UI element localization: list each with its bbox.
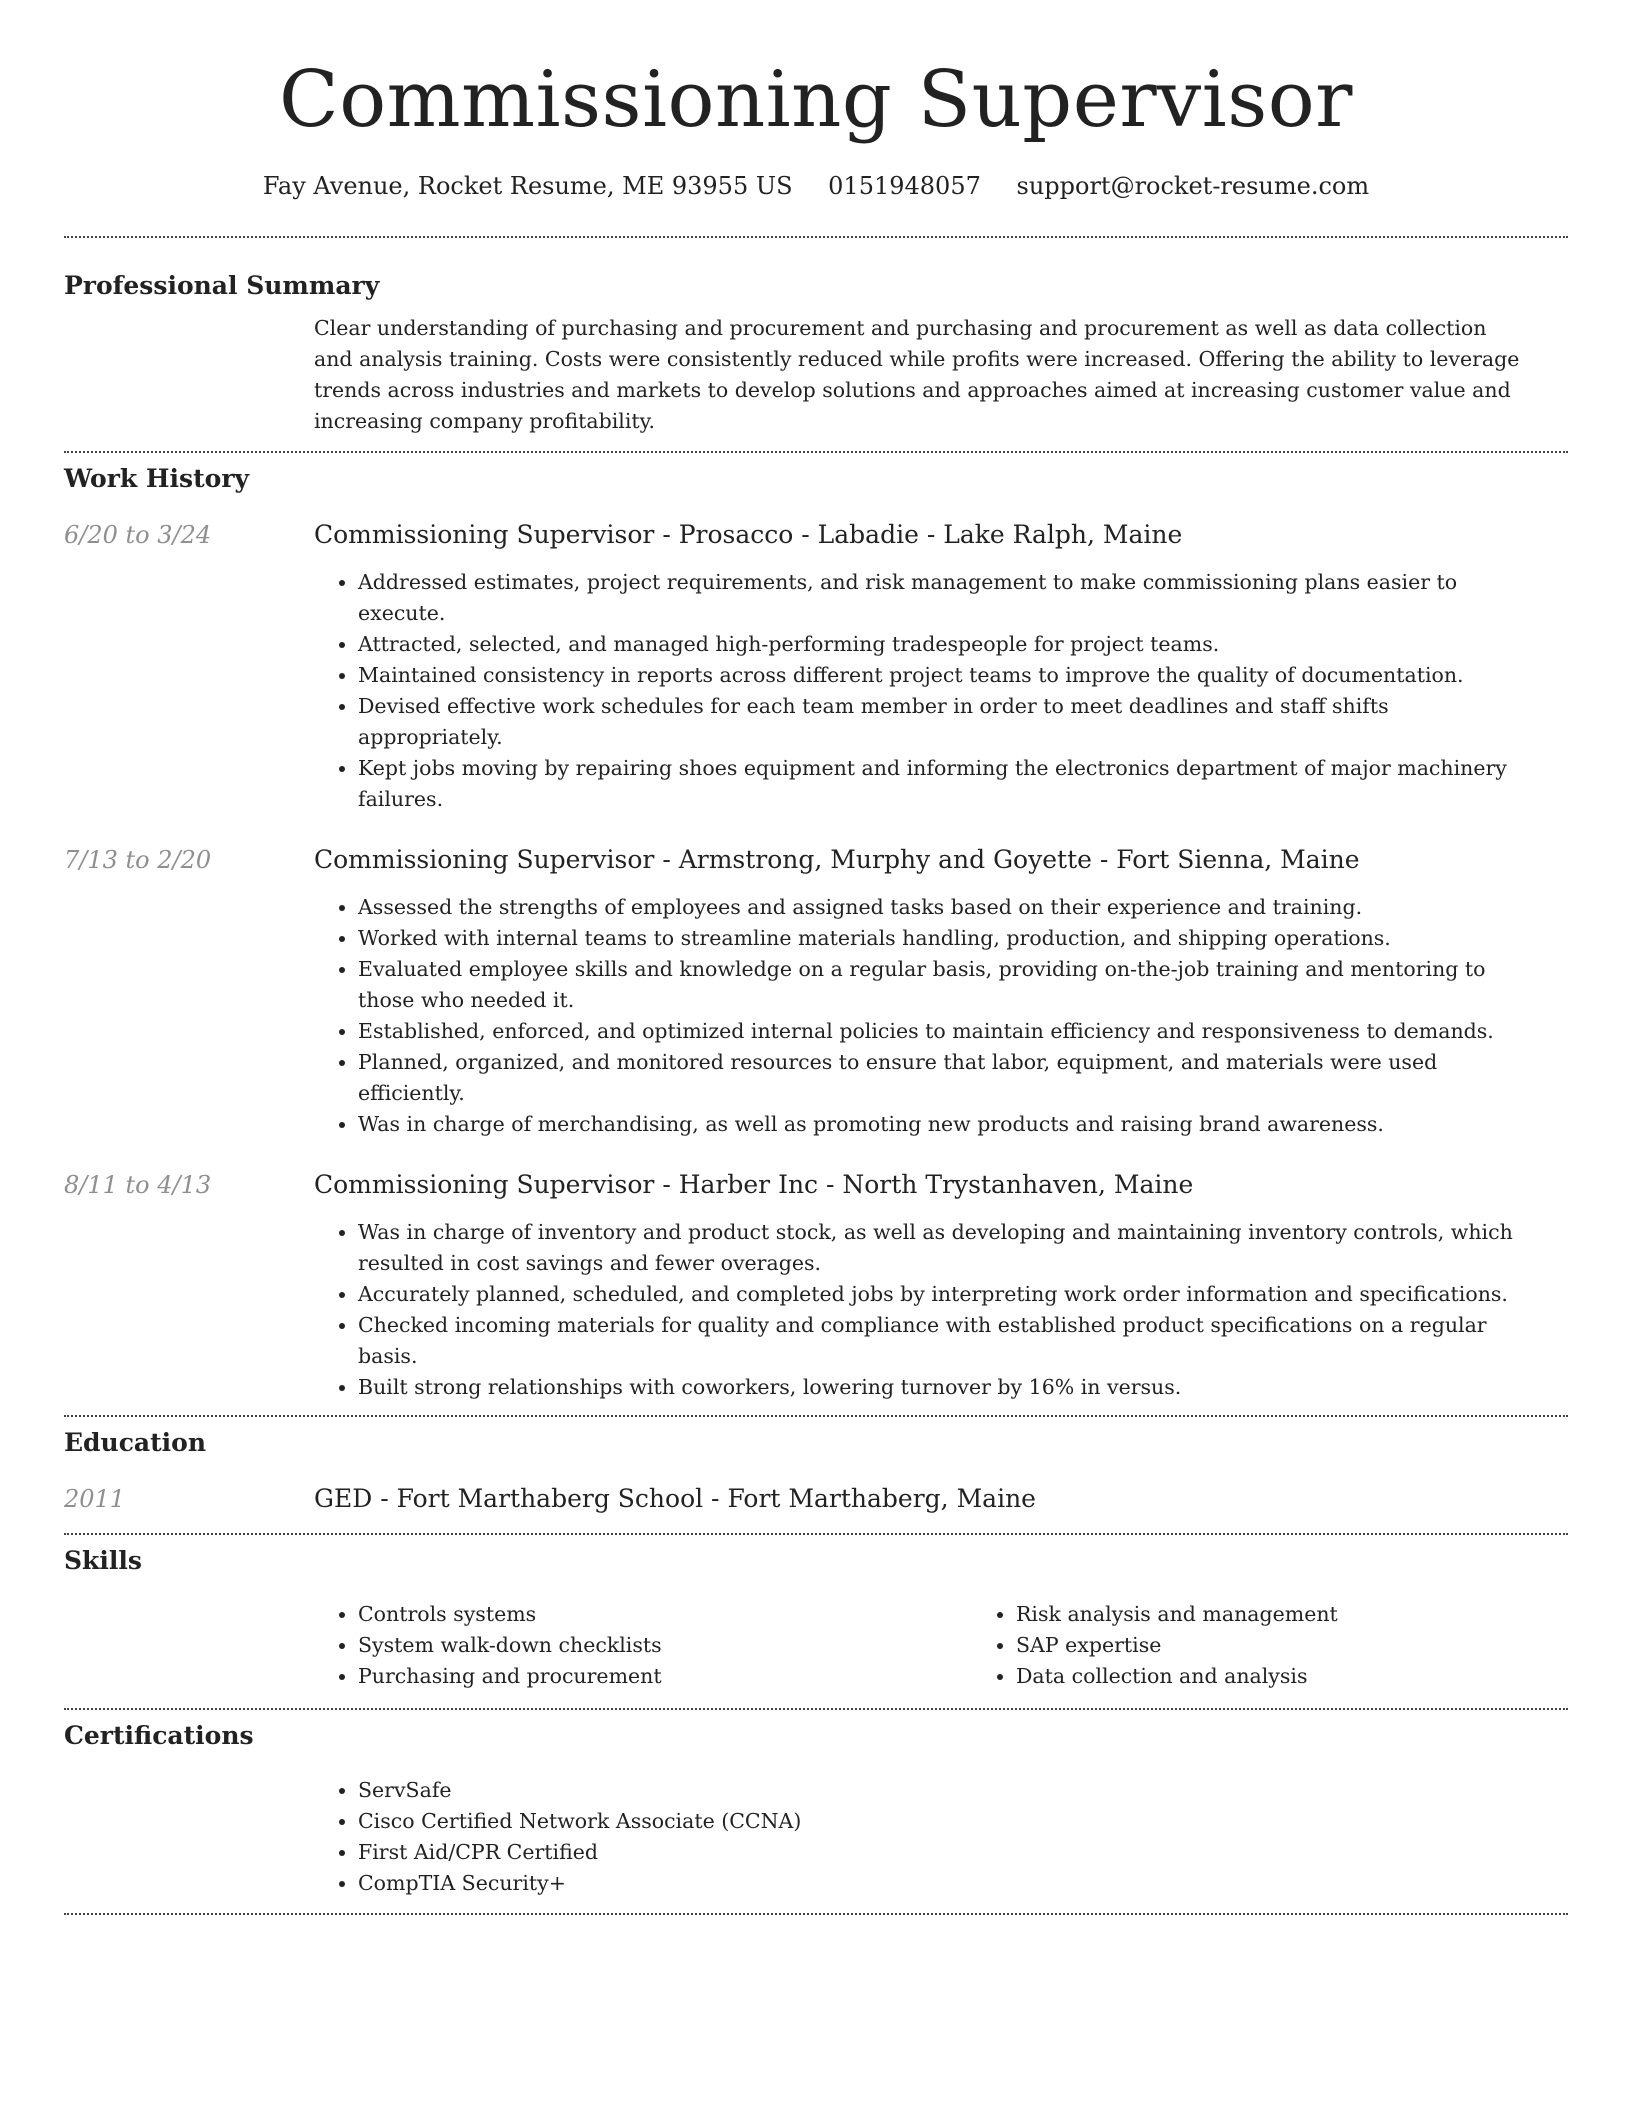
job-bullet: • Established, enforced, and optimized internal policies to maintain efficiency and responsiveness to demands. (358, 1016, 1524, 1047)
job-bullet: • Attracted, selected, and managed high-performing tradespeople for project teams. (358, 629, 1524, 660)
skill-item: • Controls systems (358, 1599, 972, 1630)
job-bullet: • Was in charge of merchandising, as well as promoting new products and raising brand awareness. (358, 1109, 1524, 1140)
job-bullet: • Kept jobs moving by repairing shoes equipment and informing the electronics department of major machinery failures. (358, 753, 1524, 815)
job-bullet-list (314, 892, 1524, 1140)
job-dates: 7/13 to 2/20 (64, 846, 212, 874)
skills-list-right (972, 1599, 1630, 1692)
job-bullet: • Maintained consistency in reports across different project teams to improve the quality of documentation. (358, 660, 1524, 691)
certification-item: • Cisco Certified Network Associate (CCNA) (358, 1806, 1524, 1837)
certification-item: • ServSafe (358, 1775, 1524, 1806)
skill-item: • Purchasing and procurement (358, 1661, 972, 1692)
skill-item: • Risk analysis and management (1016, 1599, 1630, 1630)
certification-item: • CompTIA Security+ (358, 1868, 1524, 1899)
skill-item: • SAP expertise (1016, 1630, 1630, 1661)
job-bullet: • Assessed the strengths of employees and assigned tasks based on their experience and training. (358, 892, 1524, 923)
job-bullet: • Accurately planned, scheduled, and completed jobs by interpreting work order information and specifications. (358, 1279, 1524, 1310)
contact-phone: 0151948057 (828, 172, 981, 200)
contact-email: support@rocket-resume.com (1016, 172, 1370, 200)
skills-section (64, 1535, 1568, 1708)
skill-item: • System walk-down checklists (358, 1630, 972, 1661)
job-entry (64, 519, 1568, 815)
contact-address: Fay Avenue, Rocket Resume, ME 93955 US (262, 172, 793, 200)
job-bullet-list (314, 567, 1524, 815)
section-title-certifications: Certifications (64, 1721, 254, 1750)
job-bullet: • Devised effective work schedules for each team member in order to meet deadlines and staff shifts appropriately. (358, 691, 1524, 753)
education-entry (64, 1483, 1568, 1515)
contact-line (64, 170, 1568, 202)
job-bullet: • Was in charge of inventory and product stock, as well as developing and maintaining inventory controls, which resulted in cost savings and fewer overages. (358, 1217, 1524, 1279)
summary-text: Clear understanding of purchasing and procurement and purchasing and procurement as well as data collection and analysis training. Costs were consistently reduced while profits were increased. Offering the ability to leverage trends across industries and markets to develop solutions and approaches aimed at increasing customer value and increasing company profitability. (314, 316, 1520, 433)
job-bullet: • Built strong relationships with coworkers, lowering turnover by 16% in versus. (358, 1372, 1524, 1403)
section-divider (64, 1913, 1568, 1915)
job-dates: 6/20 to 3/24 (64, 521, 212, 549)
job-bullet: • Planned, organized, and monitored resources to ensure that labor, equipment, and materials were used efficiently. (358, 1047, 1524, 1109)
education-year: 2011 (64, 1485, 126, 1513)
education-section (64, 1417, 1568, 1533)
work-history-section (64, 453, 1568, 1415)
job-bullet-list (314, 1217, 1524, 1403)
certification-item: • First Aid/CPR Certified (358, 1837, 1524, 1868)
section-title-summary: Professional Summary (64, 271, 380, 300)
job-heading: Commissioning Supervisor - Armstrong, Murphy and Goyette - Fort Sienna, Maine (314, 845, 1360, 874)
education-heading: GED - Fort Marthaberg School - Fort Marthaberg, Maine (314, 1484, 1036, 1513)
candidate-name: Commissioning Supervisor (279, 55, 1353, 145)
job-entry (64, 844, 1568, 1140)
section-title-skills: Skills (64, 1546, 142, 1575)
job-bullet: • Worked with internal teams to streamline materials handling, production, and shipping operations. (358, 923, 1524, 954)
summary-section (64, 238, 1568, 451)
resume-header (64, 0, 1568, 202)
skill-item: • Data collection and analysis (1016, 1661, 1630, 1692)
job-bullet: • Checked incoming materials for quality and compliance with established product specifications on a regular basis. (358, 1310, 1524, 1372)
section-title-education: Education (64, 1428, 207, 1457)
job-entry (64, 1169, 1568, 1403)
certifications-section (64, 1710, 1568, 1913)
skills-list-left (314, 1599, 972, 1692)
certifications-list (314, 1775, 1524, 1899)
job-dates: 8/11 to 4/13 (64, 1171, 212, 1199)
job-heading: Commissioning Supervisor - Prosacco - Labadie - Lake Ralph, Maine (314, 520, 1183, 549)
job-bullet: • Evaluated employee skills and knowledge on a regular basis, providing on-the-job training and mentoring to those who needed it. (358, 954, 1524, 1016)
job-heading: Commissioning Supervisor - Harber Inc - North Trystanhaven, Maine (314, 1170, 1194, 1199)
section-title-work-history: Work History (64, 464, 250, 493)
skills-grid (314, 1599, 1630, 1692)
job-bullet: • Addressed estimates, project requirements, and risk management to make commissioning plans easier to execute. (358, 567, 1524, 629)
